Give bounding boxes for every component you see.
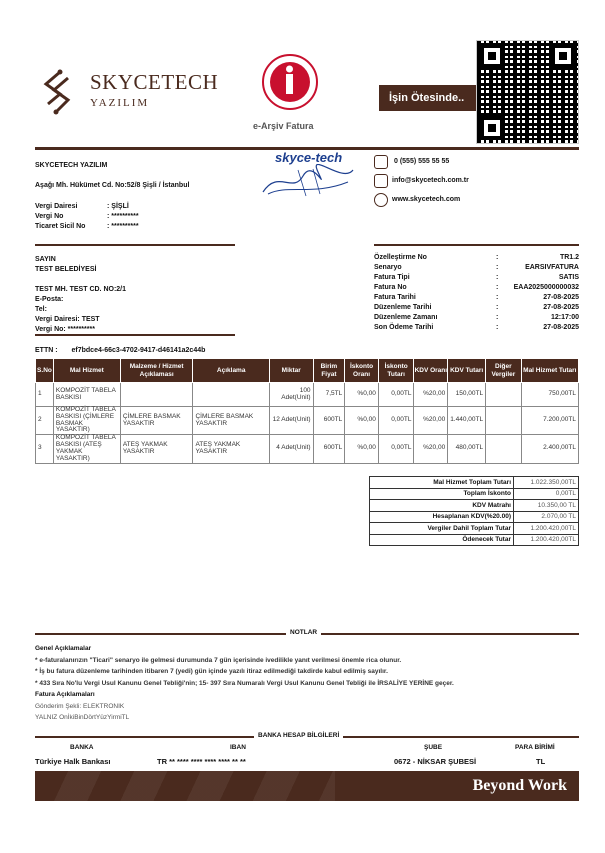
signature xyxy=(258,164,358,200)
ettn-line xyxy=(35,347,205,354)
totals-value: 1.200.420,00TL xyxy=(514,534,579,546)
bank-header-label: BANKA xyxy=(70,744,94,751)
invoice-info-row xyxy=(374,253,579,263)
table-cell: %0,00 xyxy=(345,407,379,435)
customer-tel: Tel: xyxy=(35,306,47,313)
totals-row xyxy=(370,523,579,535)
invoice-info-block xyxy=(374,253,579,333)
table-cell: %0,00 xyxy=(345,383,379,407)
phone-number: 0 (555) 555 55 55 xyxy=(394,158,450,165)
currency-header-label: PARA BİRİMİ xyxy=(515,744,555,751)
ettn-value: ef7bdce4-66c3-4702-9417-d46141a2c44b xyxy=(71,347,206,354)
invoice-info-label: Fatura Tipi xyxy=(374,274,410,281)
note-line-2: * İş bu fatura düzenleme tarihinden itibaren 7 (yedi) gün içinde yazılı itiraz edilmediği takdirde kabul edilmiş sayılır. xyxy=(35,668,388,675)
totals-row xyxy=(370,477,579,489)
table-cell: ATEŞ YAKMAK YASAKTIR xyxy=(193,435,269,463)
currency-value: TL xyxy=(536,757,546,766)
invoice-info-value: EAA2025000000032 xyxy=(513,284,579,291)
customer-email: E-Posta: xyxy=(35,296,64,303)
invoice-info-row xyxy=(374,273,579,283)
phone-icon xyxy=(374,155,388,169)
totals-label: Ödenecek Tutar xyxy=(370,534,514,546)
table-cell xyxy=(120,383,193,407)
totals-value: 1.022.350,00TL xyxy=(514,477,579,489)
invoice-info-label: Özelleştirme No xyxy=(374,254,427,261)
company-logo-mark xyxy=(40,68,78,116)
tax-no-value: ********** xyxy=(111,213,139,220)
totals-row xyxy=(370,534,579,546)
column-header: KDV Oranı xyxy=(414,359,448,383)
column-header: S.No xyxy=(36,359,54,383)
totals-label: Toplam İskonto xyxy=(370,488,514,500)
table-cell: 600TL xyxy=(313,435,345,463)
invoice-info-value: SATIS xyxy=(558,274,579,281)
items-table xyxy=(35,358,579,464)
bank-name: Türkiye Halk Bankası xyxy=(35,757,111,766)
table-cell: %20,00 xyxy=(414,407,448,435)
totals-row xyxy=(370,500,579,512)
totals-row xyxy=(370,488,579,500)
invoice-info-sep: : xyxy=(496,274,499,281)
invoice-info-sep: : xyxy=(496,264,499,271)
table-cell: 0,00TL xyxy=(378,435,414,463)
send-type: Gönderim Şekli: ELEKTRONIK xyxy=(35,702,125,710)
company-underline xyxy=(35,244,235,246)
table-cell: %20,00 xyxy=(414,435,448,463)
invoice-info-sep: : xyxy=(496,284,499,291)
note-line-3: * 433 Sıra No'lu Vergi Usul Kanunu Genel Tebliği'nin; 15- 397 Sıra Numaralı Vergi Usul Kanunu Genel Tebliği ile İRSALİYE YERİNE geçer. xyxy=(35,679,454,687)
table-header-row xyxy=(36,359,579,383)
footer-band xyxy=(35,771,579,801)
invoice-info-label: Senaryo xyxy=(374,264,402,271)
table-cell: %0,00 xyxy=(345,435,379,463)
table-cell: 150,00TL xyxy=(448,383,486,407)
invoice-info-value: 12:17:00 xyxy=(550,314,579,321)
table-cell: 750,00TL xyxy=(521,383,578,407)
column-header: Malzeme / Hizmet Açıklaması xyxy=(120,359,193,383)
table-row xyxy=(36,435,579,463)
table-cell: 12 Adet(Unit) xyxy=(269,407,313,435)
table-cell: ÇİMLERE BASMAK YASAKTIR xyxy=(193,407,269,435)
table-cell: 0,00TL xyxy=(378,383,414,407)
table-cell: 0,00TL xyxy=(378,407,414,435)
table-cell xyxy=(486,407,522,435)
table-cell: KOMPOZİT TABELA BASKISI (ATEŞ YAKMAK YASAKTIR) xyxy=(53,435,120,463)
invoice-info-label: Düzenleme Tarihi xyxy=(374,304,432,311)
invoice-info-sep: : xyxy=(496,294,499,301)
company-tax-block: Vergi Dairesi : ŞİŞLİ Vergi No : ********** Ticaret Sicil No : ********** xyxy=(35,203,139,230)
table-cell: ÇİMLERE BASMAK YASAKTIR xyxy=(120,407,193,435)
customer-address: TEST MH. TEST CD. NO:2/1 xyxy=(35,286,127,293)
table-cell: 100 Adet(Unit) xyxy=(269,383,313,407)
column-header: Açıklama xyxy=(193,359,269,383)
table-cell: 7,5TL xyxy=(313,383,345,407)
email-address: info@skycetech.com.tr xyxy=(392,177,469,184)
qr-code xyxy=(476,40,579,144)
totals-label: KDV Matrahı xyxy=(370,500,514,512)
column-header: İskonto Tutarı xyxy=(378,359,414,383)
totals-label: Mal Hizmet Toplam Tutarı xyxy=(370,477,514,489)
general-notes-title: Genel Açıklamalar xyxy=(35,645,92,652)
totals-row xyxy=(370,511,579,523)
email-icon xyxy=(374,174,388,188)
table-cell: 480,00TL xyxy=(448,435,486,463)
invoice-info-sep: : xyxy=(496,254,499,261)
gib-logo xyxy=(260,52,320,112)
trade-reg-value: ********** xyxy=(111,223,139,230)
table-row xyxy=(36,407,579,435)
totals-value: 1.200.420,00TL xyxy=(514,523,579,535)
amount-in-words: YALNIZ OnİkiBinDörtYüzYirmiTL xyxy=(35,714,130,721)
table-cell: 7.200,00TL xyxy=(521,407,578,435)
column-header: İskonto Oranı xyxy=(345,359,379,383)
customer-block xyxy=(35,255,126,335)
table-cell: 3 xyxy=(36,435,54,463)
column-header: Mal Hizmet xyxy=(53,359,120,383)
invoice-info-row xyxy=(374,293,579,303)
invoice-info-value: TR1.2 xyxy=(559,254,579,261)
table-cell: 1 xyxy=(36,383,54,407)
contact-underline xyxy=(374,244,579,246)
company-logo-text: SKYCETECH YAZILIM xyxy=(90,70,219,109)
totals-value: 2.070,00 TL xyxy=(514,511,579,523)
table-cell: 600TL xyxy=(313,407,345,435)
iban-header-label: IBAN xyxy=(230,744,246,751)
invoice-info-row xyxy=(374,303,579,313)
bank-title: BANKA HESAP BİLGİLERİ xyxy=(254,732,343,739)
table-cell xyxy=(486,435,522,463)
iban-value: TR ** **** **** **** **** ** ** xyxy=(157,757,246,766)
table-cell: 4 Adet(Unit) xyxy=(269,435,313,463)
invoice-info-row xyxy=(374,323,579,333)
column-header: Diğer Vergiler xyxy=(486,359,522,383)
customer-underline xyxy=(35,334,235,336)
column-header: Mal Hizmet Tutarı xyxy=(521,359,578,383)
ettn-label: ETTN : xyxy=(35,347,58,354)
totals-value: 0,00TL xyxy=(514,488,579,500)
invoice-info-value: 27-08-2025 xyxy=(543,304,579,311)
customer-sayin: SAYIN xyxy=(35,256,56,263)
column-header: KDV Tutarı xyxy=(448,359,486,383)
gib-caption: e-Arşiv Fatura xyxy=(253,121,314,131)
invoice-info-row xyxy=(374,313,579,323)
slogan-banner: İşin Ötesinde.. xyxy=(379,85,476,111)
branch-header-label: ŞUBE xyxy=(424,744,443,751)
table-cell: KOMPOZİT TABELA BASKISI xyxy=(53,383,120,407)
customer-tax-office: Vergi Dairesi: TEST xyxy=(35,316,100,323)
footer-slogan: Beyond Work xyxy=(472,777,567,794)
table-cell xyxy=(486,383,522,407)
table-cell: 1.440,00TL xyxy=(448,407,486,435)
table-cell: 2.400,00TL xyxy=(521,435,578,463)
invoice-info-value: EARSIVFATURA xyxy=(525,264,579,271)
invoice-info-sep: : xyxy=(496,304,499,311)
invoice-info-label: Son Ödeme Tarihi xyxy=(374,324,434,331)
invoice-info-value: 27-08-2025 xyxy=(543,324,579,331)
invoice-notes-title: Fatura Açıklamaları xyxy=(35,691,95,698)
invoice-info-sep: : xyxy=(496,324,499,331)
totals-table xyxy=(369,476,579,546)
table-cell xyxy=(193,383,269,407)
totals-label: Vergiler Dahil Toplam Tutar xyxy=(370,523,514,535)
tax-office-label: Vergi Dairesi xyxy=(35,203,78,210)
invoice-info-row xyxy=(374,283,579,293)
brand-logo: skyce-tech xyxy=(275,150,343,165)
totals-value: 10.350,00 TL xyxy=(514,500,579,512)
contact-block xyxy=(374,152,469,209)
branch-value: 0672 - NİKSAR ŞUBESİ xyxy=(394,757,477,766)
invoice-info-label: Fatura Tarihi xyxy=(374,294,416,301)
table-row xyxy=(36,383,579,407)
web-icon xyxy=(374,193,388,207)
note-line-1: * e-faturalanırızın "Ticari" senaryo ile gelmesi durumunda 7 gün içerisinde ivedilikle yanıt verilmesi önemle rica olunur. xyxy=(35,656,402,664)
table-body xyxy=(36,383,579,464)
invoice-info-label: Düzenleme Zamanı xyxy=(374,314,438,321)
trade-reg-label: Ticaret Sicil No xyxy=(35,223,86,230)
company-name: SKYCETECH YAZILIM xyxy=(35,162,108,169)
invoice-info-label: Fatura No xyxy=(374,284,407,291)
company-address: Aşağı Mh. Hükümet Cd. No:52/8 Şişli / İstanbul xyxy=(35,182,190,189)
invoice-info-value: 27-08-2025 xyxy=(543,294,579,301)
table-cell: KOMPOZİT TABELA BASKISI (ÇİMLERE BASMAK YASAKTIR) xyxy=(53,407,120,435)
column-header: Birim Fiyat xyxy=(313,359,345,383)
tax-no-label: Vergi No xyxy=(35,213,64,220)
notes-title: NOTLAR xyxy=(286,629,321,636)
customer-tax-no: Vergi No: ********** xyxy=(35,326,95,333)
tax-office-value: ŞİŞLİ xyxy=(111,203,129,210)
footer-stripes xyxy=(35,771,335,801)
table-cell: ATEŞ YAKMAK YASAKTIR xyxy=(120,435,193,463)
invoice-info-row xyxy=(374,263,579,273)
totals-label: Hesaplanan KDV(%20.00) xyxy=(370,511,514,523)
table-cell: %20,00 xyxy=(414,383,448,407)
invoice-info-sep: : xyxy=(496,314,499,321)
website: www.skycetech.com xyxy=(392,196,461,203)
column-header: Miktar xyxy=(269,359,313,383)
notes-block xyxy=(35,643,579,724)
customer-name: TEST BELEDİYESİ xyxy=(35,266,97,273)
table-cell: 2 xyxy=(36,407,54,435)
